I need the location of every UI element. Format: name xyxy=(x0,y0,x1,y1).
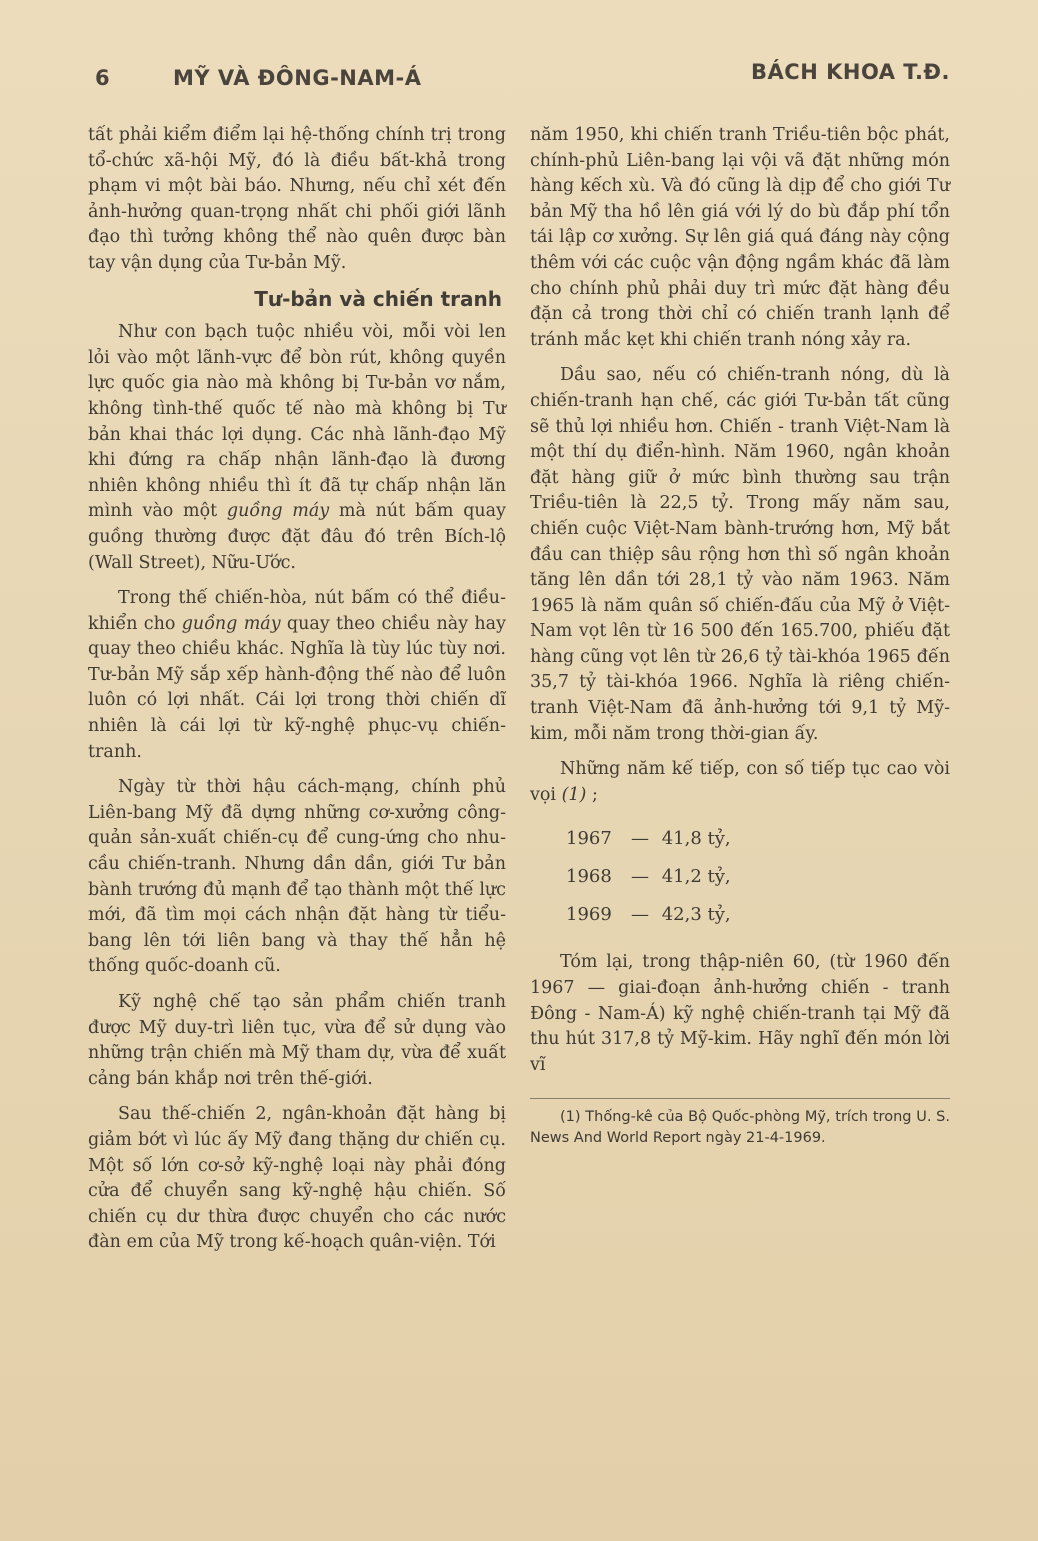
stat-value: 41,8 tỷ, xyxy=(661,828,731,850)
yearly-figures-list xyxy=(566,820,950,934)
paragraph: Ngày từ thời hậu cách-mạng, chính phủ Liên-bang Mỹ đã dựng những cơ-xưởng công-quản sản-xuất chiến-cụ để cung-ứng cho nhu-cầu chiến-tranh. Nhưng dần dần, giới Tư bản bành trướng đủ mạnh để tạo thành một thế lực mới, đã tìm mọi cách nhận đặt hàng từ tiểu-bang lên tới liên bang và thay thế hẳn hệ thống quốc-doanh cũ. xyxy=(88,777,506,977)
text-run: mà nút bấm quay guồng thường được đặt đâu đó trên Bích-lộ (Wall Street), Nữu-Ước. xyxy=(88,501,506,573)
stat-value: 41,2 tỷ, xyxy=(661,866,731,888)
paragraph: Sau thế-chiến 2, ngân-khoản đặt hàng bị giảm bớt vì lúc ấy Mỹ đang thặng dư chiến cụ. Một số lớn cơ-sở kỹ-nghệ loại này phải đóng cửa để chuyển sang kỹ-nghệ hậu chiến. Số chiến cụ dư thừa được chuyển cho các nước đàn em của Mỹ trong kế-hoạch quân-viện. Tới xyxy=(88,1104,506,1253)
text-run: Những năm kế tiếp, con số tiếp tục cao vòi vọi xyxy=(530,759,950,805)
text-run: ; xyxy=(586,784,598,805)
emphasis: guồng máy xyxy=(226,501,330,522)
text-run: Trong thế chiến-hòa, nút bấm có thể điều-khiển cho xyxy=(88,588,506,634)
footnote-reference: (1) xyxy=(561,784,587,805)
emphasis: guồng máy xyxy=(181,613,281,634)
paragraph xyxy=(530,757,950,808)
left-column xyxy=(88,123,506,1266)
stat-dash: — xyxy=(631,828,649,850)
paragraph: Kỹ nghệ chế tạo sản phẩm chiến tranh được Mỹ duy-trì liên tục, vừa để sử dụng vào những trận chiến mà Mỹ tham dự, vừa để xuất cảng bán khắp nơi trên thế-giới. xyxy=(88,992,506,1089)
list-item xyxy=(566,896,950,934)
paragraph: Dầu sao, nếu có chiến-tranh nóng, dù là chiến-tranh hạn chế, các giới Tư-bản tất cũng sẽ thủ lợi nhiều hơn. Chiến - tranh Việt-Nam là một thí dụ điển-hình. Năm 1960, ngân khoản đặt hàng giữ ở mức bình thường sau trận Triều-tiên là 22,5 tỷ. Trong mấy năm sau, chiến cuộc Việt-Nam bành-trướng hơn, Mỹ bắt đầu can thiệp sâu rộng hơn thì số ngân khoản tăng lên dần tới 28,1 tỷ vào năm 1963. Năm 1965 là năm quân số chiến-đấu của Mỹ ở Việt-Nam vọt lên từ 16 500 đến 165.700, phiếu đặt hàng cũng vọt lên từ 26,6 tỷ tài-khóa 1965 đến 35,7 tỷ tài-khóa 1966. Nghĩa là riêng chiến-tranh Việt-Nam đã ảnh-hưởng tới 9,1 tỷ Mỹ-kim, mỗi năm trong thời-gian ấy. xyxy=(530,365,950,744)
page-number: 6 xyxy=(95,66,111,90)
text-run: quay theo chiều này hay quay theo chiều khác. Nghĩa là tùy lúc tùy nơi. Tư-bản Mỹ sắp xếp hành-động thế nào để luôn luôn có lợi nhất. Cái lợi trong thời chiến dĩ nhiên là cái lợi từ kỹ-nghệ phục-vụ chiến-tranh. xyxy=(88,613,506,762)
list-item xyxy=(566,858,950,896)
stat-value: 42,3 tỷ, xyxy=(661,904,731,926)
footnote-divider xyxy=(530,1098,950,1099)
stat-year: 1968 xyxy=(566,866,612,888)
paragraph: năm 1950, khi chiến tranh Triều-tiên bộc phát, chính-phủ Liên-bang lại vội vã đặt những món hàng kếch xù. Và đó cũng là dịp để cho giới Tư bản Mỹ tha hồ lên giá với lý do bù đắp phí tổn tái lập cơ xưởng. Sự lên giá quá đáng này cộng thêm với các cuộc vận động ngầm khác đã làm cho chính phủ phải duy trì mức đặt hàng đều đặn cả trong thời chỉ có chiến tranh lạnh để tránh mắc kẹt khi chiến tranh nóng xảy ra. xyxy=(530,125,950,350)
paragraph xyxy=(88,320,506,576)
footnote: (1) Thống-kê của Bộ Quốc-phòng Mỹ, trích trong U. S. News And World Report ngày 21-4-1969. xyxy=(530,1109,950,1147)
section-heading: Tư-bản và chiến tranh xyxy=(254,286,502,311)
paragraph xyxy=(88,586,506,765)
right-column xyxy=(530,123,950,1159)
paragraph: tất phải kiểm điểm lại hệ-thống chính trị trong tổ-chức xã-hội Mỹ, đó là điều bất-khả trong phạm vi một bài báo. Nhưng, nếu chỉ xét đến ảnh-hưởng quan-trọng nhất chi phối giới lãnh đạo thì tưởng không thể nào quên được bàn tay vận dụng của Tư-bản Mỹ. xyxy=(88,125,506,273)
publication-name: BÁCH KHOA T.Đ. xyxy=(751,60,950,84)
running-title: MỸ VÀ ĐÔNG-NAM-Á xyxy=(173,66,422,90)
stat-dash: — xyxy=(631,904,649,926)
stat-year: 1969 xyxy=(566,904,612,926)
list-item xyxy=(566,820,950,858)
page-header xyxy=(95,60,950,94)
text-run: Như con bạch tuộc nhiều vòi, mỗi vòi len lỏi vào một lãnh-vực để bòn rút, không quyền lực quốc gia nào mà không bị Tư-bản vơ nắm, không tình-thế quốc tế nào mà không bị Tư bản khai thác lợi dụng. Các nhà lãnh-đạo Mỹ khi đứng ra chấp nhận lãnh-đạo là đương nhiên không nhiều thì ít đã tự chấp nhận lăn mình vào một xyxy=(88,322,506,522)
stat-dash: — xyxy=(631,866,649,888)
paragraph: Tóm lại, trong thập-niên 60, (từ 1960 đến 1967 — giai-đoạn ảnh-hưởng chiến - tranh Đông - Nam-Á) kỹ nghệ chiến-tranh tại Mỹ đã thu hút 317,8 tỷ Mỹ-kim. Hãy nghĩ đến món lời vĩ xyxy=(530,952,950,1075)
stat-year: 1967 xyxy=(566,828,612,850)
